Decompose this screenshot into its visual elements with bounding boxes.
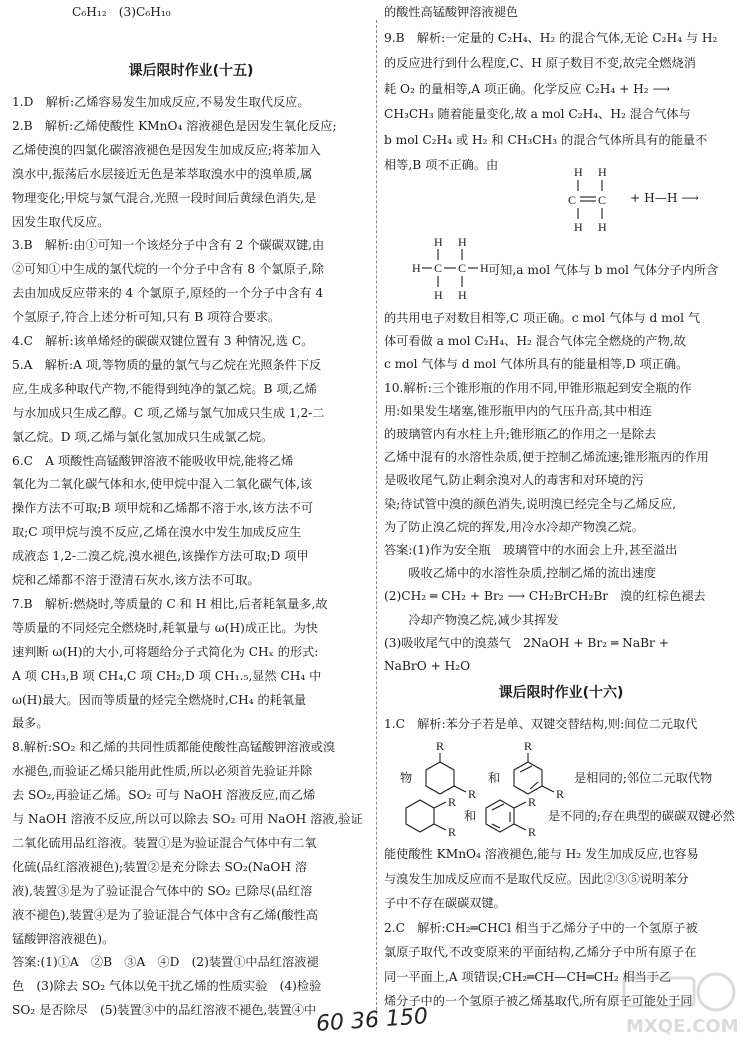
text-line: 耗 O₂ 的量相等,A 项正确。化学反应 C₂H₄ + H₂ ⟶ (384, 81, 671, 96)
text-line: 液不褪色),装置④是为了验证混合气体中含有乙烯(酸性高 (12, 907, 318, 922)
text-line: 化硫(品红溶液褪色);装置②是充分除去 SO₂(NaOH 溶 (12, 859, 308, 874)
text-line: 相等,B 项不正确。由 (384, 158, 499, 172)
struct-label-wu: 物 (400, 771, 413, 785)
text-line: 与水加成只生成乙醇。C 项,乙烯与氯气加成只生成 1,2-二 (12, 405, 325, 420)
text-line: 烷和乙烯都不溶于澄清石灰水,该方法不可取。 (12, 573, 260, 587)
text-line: 与 NaOH 溶液不反应,所以可以除去 SO₂ 可用 NaOH 溶液,验证 (12, 812, 363, 826)
svg-text:R: R (436, 739, 445, 753)
svg-text:H: H (458, 288, 467, 302)
text-line: 最多。 (12, 716, 49, 731)
svg-text:R: R (448, 825, 457, 839)
text-line: (3)吸收尾气中的溴蒸气 2NaOH + Br₂ ═ NaBr + (384, 635, 669, 650)
ethane-structure (410, 234, 490, 304)
text-line: 9.B 解析:一定量的 C₂H₄、H₂ 的混合气体,无论 C₂H₄ 与 H₂ (384, 30, 718, 45)
text-line: 10.解析:三个锥形瓶的作用不同,甲锥形瓶起到安全瓶的作 (384, 380, 692, 395)
svg-text:R: R (556, 787, 565, 801)
text-line: 的玻璃管内有水柱上升;锥形瓶乙的作用之一是除去 (384, 427, 657, 441)
text-line: 2.C 解析:CH₂═CHCl 相当于乙烯分子中的一个氢原子被 (384, 920, 698, 935)
handwritten-page-number: 60 36 150 (315, 1004, 429, 1037)
struct-label-he: 和 (488, 771, 501, 785)
text-line: 用:如果发生堵塞,锥形瓶甲内的气压升高,其中相连 (384, 403, 652, 418)
text-line: c mol 气体与 d mol 气体所具有的能量相等,D 项正确。 (384, 357, 689, 372)
svg-text:R: R (528, 795, 537, 809)
svg-text:H: H (434, 288, 443, 302)
text-line: 7.B 解析:燃烧时,等质量的 C 和 H 相比,后者耗氧量多,故 (12, 596, 328, 611)
text-line: ②可知①中生成的氯代烷的一个分子中含有 8 个氯原子,除 (12, 262, 324, 277)
svg-text:H: H (412, 261, 421, 275)
struct-text-different: 是不同的;存在典型的碳碳双键必然 (548, 809, 735, 823)
left-top-line: C₆H₁₂ (3)C₆H₁₀ (72, 5, 171, 19)
text-line: 物理变化;甲烷与氯气混合,光照一段时间后黄绿色消失,是 (12, 190, 317, 205)
text-line: 烯分子中的一个氢原子被乙烯基取代,所有原子可能处于同 (384, 994, 693, 1008)
text-line: SO₂ 是否除尽 (5)装置③中的品红溶液不褪色,装置④中 (12, 1003, 317, 1018)
text-line: 等质量的不同烃完全燃烧时,耗氧量与 ω(H)成正比。为快 (12, 620, 318, 635)
text-line: 1.D 解析:乙烯容易发生加成反应,不易发生取代反应。 (12, 95, 310, 109)
equation-tail: + H—H ⟶ (630, 191, 699, 205)
benzene-ortho-structure-2 (480, 792, 550, 844)
text-line: 取;C 项甲烷与溴不反应,乙烯在溴水中发生加成反应生 (12, 525, 302, 540)
svg-text:H: H (598, 165, 607, 179)
text-line: 为了防止溴乙烷的挥发,用冷水冷却产物溴乙烷。 (384, 519, 644, 534)
text-line: 氯原子取代,不改变原来的平面结构,乙烯分子中所有原子在 (384, 945, 697, 959)
text-line: 色 (3)除去 SO₂ 气体以免干扰乙烯的性质实验 (4)检验 (12, 979, 322, 994)
text-line: 5.A 解析:A 项,等物质的量的氯气与乙烷在光照条件下反 (12, 357, 322, 372)
text-line: 去由加成反应带来的 4 个氯原子,原烃的一个分子中含有 4 (12, 286, 324, 301)
text-line: 应,生成多种取代产物,不能得到纯净的氯乙烷。B 项,乙烯 (12, 381, 317, 396)
svg-text:C: C (458, 261, 467, 275)
text-line: 水褪色,而验证乙烯只能用此性质,所以必须首先验证并除 (12, 764, 313, 779)
text-line: CH₃CH₃ 随着能量变化,故 a mol C₂H₄、H₂ 混合气体与 (384, 107, 691, 121)
text-line: 因发生取代反应。 (12, 214, 110, 229)
text-line: 是吸收尾气,防止剩余溴对人的毒害和对环境的污 (384, 473, 644, 488)
text-line: 1.C 解析:苯分子若是单、双键交替结构,则:间位二元取代 (384, 717, 698, 731)
text-line: 8.解析:SO₂ 和乙烯的共同性质都能使酸性高锰酸钾溶液或溴 (12, 740, 336, 755)
watermark-logo (616, 968, 740, 1040)
text-line: 4.C 解析:该单烯烃的碳碳双键位置有 3 种情况,选 C。 (12, 334, 314, 348)
svg-text:C: C (568, 193, 577, 207)
text-line: 答案:(1)①A ②B ③A ④D (2)装置①中品红溶液褪 (12, 955, 319, 970)
left-column (12, 0, 370, 1045)
text-line: b mol C₂H₄ 或 H₂ 和 CH₃CH₃ 的混合气体所具有的能量不 (384, 132, 708, 147)
text-line: 氯乙烷。D 项,乙烯与氯化氢加成只生成氯乙烷。 (12, 429, 274, 444)
watermark-text: MXQE.COM (626, 1016, 739, 1037)
svg-text:R: R (448, 795, 457, 809)
svg-text:C: C (434, 261, 443, 275)
text-line: 3.B 解析:由①可知一个该烃分子中含有 2 个碳碳双键,由 (12, 238, 325, 253)
text-line: 2.B 解析:乙烯使酸性 KMnO₄ 溶液褪色是因发生氧化反应; (12, 118, 337, 133)
text-line: 液),装置③是为了验证混合气体中的 SO₂ 已除尽(品红溶 (12, 883, 313, 898)
text-line: 答案:(1)作为安全瓶 玻璃管中的水面会上升,甚至溢出 (384, 543, 678, 557)
text-line: 同一平面上,A 项错误;CH₂═CH—CH═CH₂ 相当于乙 (384, 969, 672, 984)
right-column (384, 0, 738, 1045)
section-heading-15: 课后限时作业(十五) (128, 63, 254, 79)
benzene-ortho-structure-1 (400, 792, 470, 844)
svg-text:H: H (480, 261, 489, 275)
svg-text:H: H (574, 165, 583, 179)
text-line: 成液态 1,2-二溴乙烷,溴水褪色,该操作方法可取;D 项甲 (12, 549, 309, 564)
struct-text-same: 是相同的;邻位二元取代物 (574, 771, 713, 785)
text-line: 氧化为二氧化碳气体和水,使甲烷中混入二氧化碳气体,该 (12, 477, 313, 492)
text-line: 染;待试管中溴的颜色消失,说明溴已经完全与乙烯反应, (384, 496, 677, 511)
struct-label-he-2: 和 (464, 809, 477, 823)
text-line: 速判断 ω(H)的大小,可将题给分子式简化为 CHₓ 的形式: (12, 644, 319, 659)
text-line: 个氢原子,符合上述分析可知,只有 B 项符合要求。 (12, 310, 281, 325)
text-line: 的共用电子对数目相等,C 项正确。c mol 气体与 d mol 气 (384, 311, 701, 325)
text-line: 冷却产物溴乙烷,减少其挥发 (384, 612, 559, 627)
text-line: ω(H)最大。因而等质量的烃完全燃烧时,CH₄ 的耗氧量 (12, 692, 307, 707)
text-line: A 项 CH₃,B 项 CH₄,C 项 CH₂,D 项 CH₁.₅,显然 CH₄ 中 (12, 668, 322, 683)
text-line: 与溴发生加成反应而不是取代反应。因此②③⑤说明苯分 (384, 871, 689, 886)
svg-text:H: H (574, 220, 583, 234)
text-line: NaBrO + H₂O (384, 659, 471, 673)
svg-text:R: R (468, 787, 477, 801)
svg-text:R: R (524, 739, 533, 753)
text-line: 的酸性高锰酸钾溶液褪色 (384, 5, 519, 19)
text-line: 能使酸性 KMnO₄ 溶液褪色,能与 H₂ 发生加成反应,也容易 (384, 847, 699, 861)
text-line: 的反应进行到什么程度,C、H 原子数目不变,故完全燃烧消 (384, 56, 696, 70)
svg-text:H: H (598, 220, 607, 234)
text-line: 体可看做 a mol C₂H₄、H₂ 混合气体完全燃烧的产物,故 (384, 334, 686, 349)
equation2-tail: 可知,a mol 气体与 b mol 气体分子内所含 (488, 263, 719, 277)
text-line: 操作方法不可取;B 项甲烷和乙烯都不溶于水,该方法不可 (12, 501, 314, 516)
text-line: (2)CH₂ ═ CH₂ + Br₂ ⟶ CH₂BrCH₂Br 溴的红棕色褪去 (384, 589, 706, 604)
svg-text:C: C (598, 193, 607, 207)
text-line: 吸收乙烯中的水溶性杂质,控制乙烯的流出速度 (384, 566, 656, 581)
text-line: 6.C A 项酸性高锰酸钾溶液不能吸收甲烷,能将乙烯 (12, 453, 294, 468)
section-heading-16: 课后限时作业(十六) (498, 685, 624, 701)
svg-text:H: H (434, 235, 443, 249)
svg-text:R: R (528, 825, 537, 839)
text-line: 锰酸钾溶液褪色)。 (12, 931, 115, 946)
column-divider (376, 20, 377, 1025)
text-line: 去 SO₂,再验证乙烯。SO₂ 可与 NaOH 溶液反应,而乙烯 (12, 788, 316, 803)
text-line: 乙烯使溴的四氯化碳溶液褪色是因发生加成反应;将苯加入 (12, 142, 321, 157)
text-line: 二氧化硫用品红溶液。装置①是为验证混合气体中有二氧 (12, 835, 317, 850)
ethylene-structure (552, 162, 632, 234)
text-line: 乙烯中混有的水溶性杂质,便于控制乙烯流速;锥形瓶丙的作用 (384, 450, 709, 465)
text-line: 溴水中,振荡后水层接近无色是苯萃取溴水中的溴单质,属 (12, 166, 313, 181)
text-line: 子中不存在碳碳双键。 (384, 896, 506, 910)
svg-text:H: H (458, 235, 467, 249)
